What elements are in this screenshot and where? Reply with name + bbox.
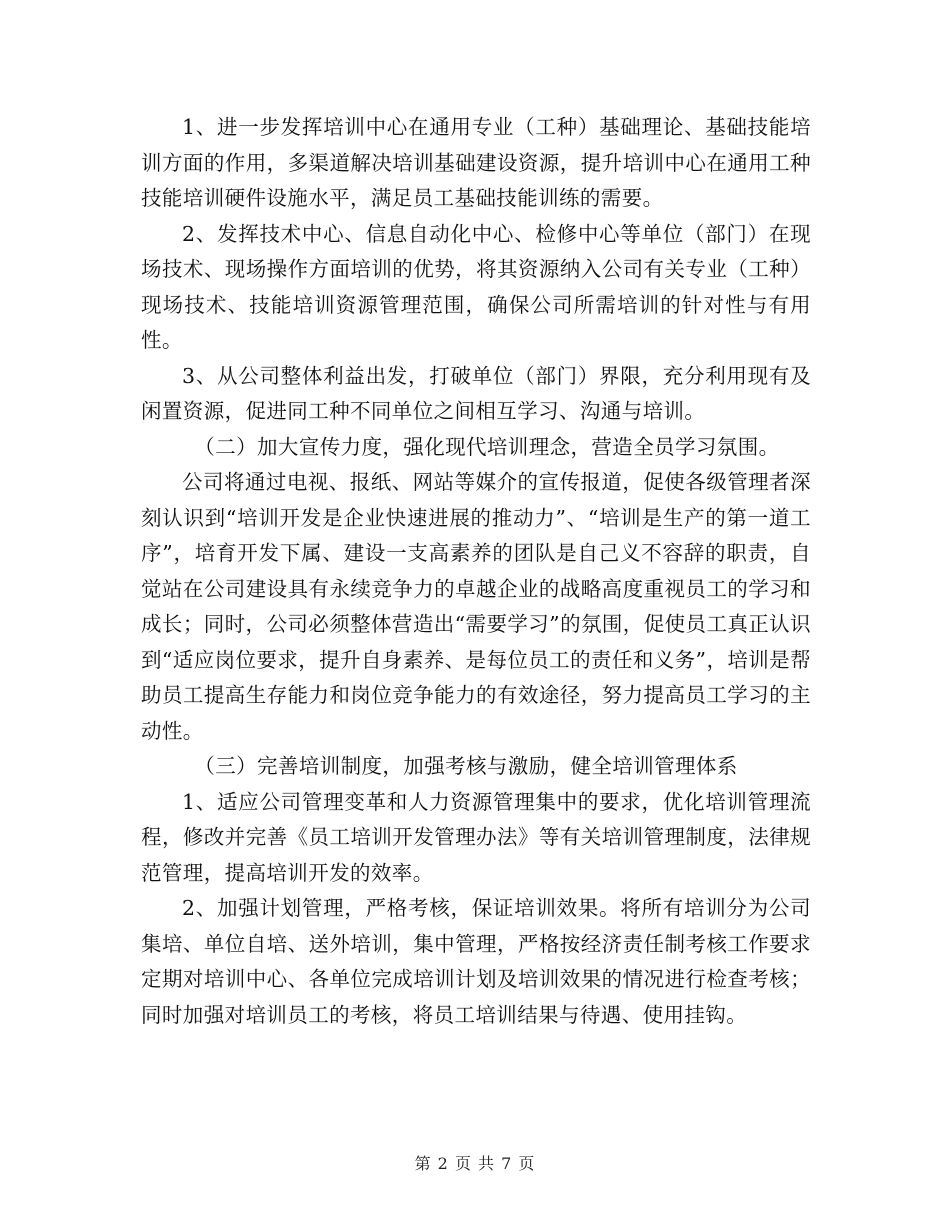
section-heading-2: （二）加大宣传力度，强化现代培训理念，营造全员学习氛围。	[194, 434, 780, 459]
paragraph-6: 2、加强计划管理，严格考核，保证培训效果。将所有培训分为公司集培、单位自培、送外培训，集中管理，严格按经济责任制考核工作要求定期对培训中心、各单位完成培训计划及培训效果的情况进行检查考核；同时加强对培训员工的考核，将员工培训结果与待遇、使用挂钩。	[141, 896, 811, 1027]
paragraph-2: 2、发挥技术中心、信息自动化中心、检修中心等单位（部门）在现场技术、现场操作方面培训的优势，将其资源纳入公司有关专业（工种）现场技术、技能培训资源管理范围，确保公司所需培训的针对性与有用性。	[141, 221, 811, 352]
section-heading-3: （三）完善培训制度，加强考核与激励，健全培训管理体系	[194, 754, 738, 778]
paragraph-5: 1、适应公司管理变革和人力资源管理集中的要求，优化培训管理流程，修改并完善《员工培训开发管理办法》等有关培训管理制度，法律规范管理，提高培训开发的效率。	[141, 789, 811, 885]
paragraph-4: 公司将通过电视、报纸、网站等媒介的宣传报道，促使各级管理者深刻认识到“培训开发是企业快速进展的推动力”、“培训是生产的第一道工序”，培育开发下属、建设一支高素养的团队是自己义不容辞的职责，自觉站在公司建设具有永续竞争力的卓越企业的战略高度重视员工的学习和成长；同时，公司必须整体营造出“需要学习”的氛围，促使员工真正认识到“适应岗位要求，提升自身素养、是每位员工的责任和义务”，培训是帮助员工提高生存能力和岗位竞争能力的有效途径，努力提高员工学习的主动性。	[141, 470, 811, 743]
page-number-footer: 第 2 页 共 7 页	[414, 1154, 536, 1173]
document-body	[141, 110, 811, 1033]
paragraph-3: 3、从公司整体利益出发，打破单位（部门）界限，充分利用现有及闲置资源，促进同工种不同单位之间相互学习、沟通与培训。	[141, 363, 811, 423]
paragraph-1: 1、进一步发挥培训中心在通用专业（工种）基础理论、基础技能培训方面的作用，多渠道解决培训基础建设资源，提升培训中心在通用工种技能培训硬件设施水平，满足员工基础技能训练的需要。	[141, 115, 811, 210]
